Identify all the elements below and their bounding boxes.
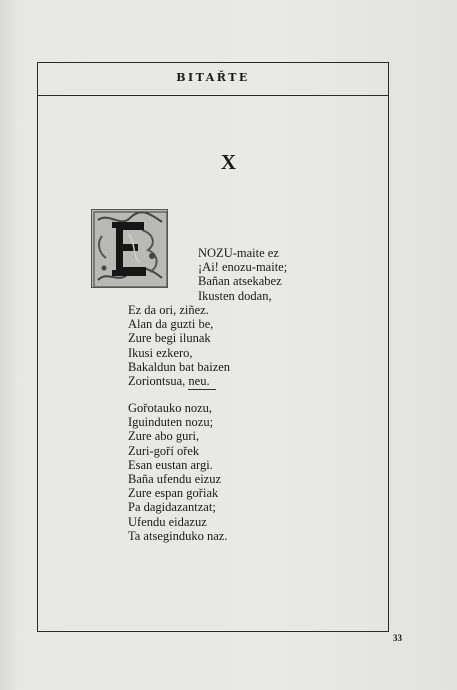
poem-line: Zoriontsua, neu. bbox=[128, 374, 210, 389]
poem-line: Ufendu eidazuz bbox=[128, 514, 207, 529]
poem-line: Bakaldun bat baizen bbox=[128, 359, 231, 374]
stanza-1-indented-lines bbox=[198, 246, 287, 303]
poem-line: Baña ufendu eizuz bbox=[128, 472, 222, 487]
decorative-initial-image bbox=[91, 209, 168, 288]
poem-line: Zure espan gořiak bbox=[128, 486, 219, 501]
poem-line: NOZU-maite ez bbox=[198, 246, 279, 260]
poem-line: Zure begi ilunak bbox=[128, 331, 211, 346]
poem-line: Ez da ori, ziñez. bbox=[128, 303, 209, 317]
poem-line: Iguinduten nozu; bbox=[128, 415, 214, 430]
stanza-1-lines bbox=[128, 303, 230, 388]
header-rule bbox=[38, 95, 388, 96]
poem-line: Pa dagidazantzat; bbox=[128, 500, 216, 515]
poem-line: Ikusten dodan, bbox=[198, 288, 272, 303]
poem-line: Zuri-goří ořek bbox=[128, 443, 200, 458]
chapter-number: X bbox=[220, 150, 237, 174]
poem-line: ¡Ai! enozu-maite; bbox=[198, 260, 288, 275]
stanza-2-lines bbox=[128, 401, 227, 543]
page-number: 33 bbox=[393, 633, 402, 643]
poem-line: Bañan atsekabez bbox=[198, 274, 282, 289]
poem-line: Ikusi ezkero, bbox=[128, 345, 193, 360]
poem-line: Gořotauko nozu, bbox=[128, 401, 213, 415]
ornament-drop-cap-icon bbox=[92, 210, 168, 288]
poem-line: Alan da guzti be, bbox=[128, 317, 214, 332]
poem-line: Zure abo guri, bbox=[128, 429, 200, 444]
poem-line: Esan eustan argi. bbox=[128, 457, 213, 472]
stanza-divider bbox=[188, 389, 216, 390]
running-head: BITAŘTE bbox=[176, 71, 250, 84]
poem-line: Ta atseginduko naz. bbox=[128, 528, 228, 543]
